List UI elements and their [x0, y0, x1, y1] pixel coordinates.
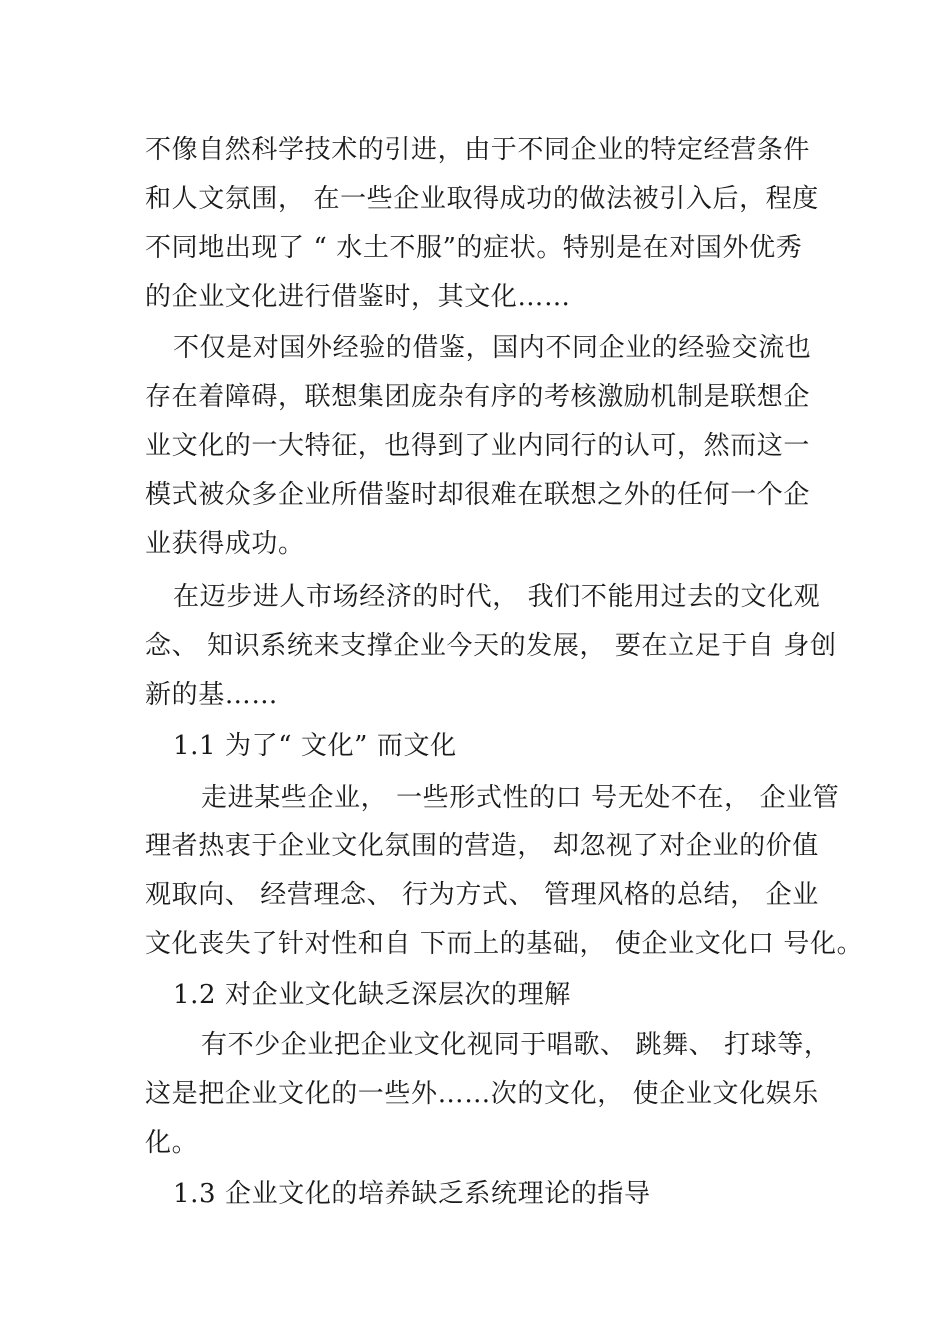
- text-line: 模式被众多企业所借鉴时却很难在联想之外的任何一个企: [145, 480, 811, 510]
- text-line: 和人文氛围， 在一些企业取得成功的做法被引入后，程度: [145, 184, 819, 214]
- text-line: 不像自然科学技术的引进，由于不同企业的特定经营条件: [145, 135, 811, 165]
- text-line: 文化丧失了针对性和自 下而上的基础， 使企业文化口 号化。: [145, 929, 864, 959]
- text-line: 走进某些企业， 一些形式性的口 号无处不在， 企业管: [201, 783, 840, 813]
- text-line: 新的基……: [145, 680, 279, 710]
- text-line: 念、 知识系统来支撑企业今天的发展， 要在立足于自 身创: [145, 631, 837, 661]
- text-line: 存在着障碍，联想集团庞杂有序的考核激励机制是联想企: [145, 382, 811, 412]
- text-line: 业文化的一大特征，也得到了业内同行的认可，然而这一: [145, 431, 811, 461]
- text-line: 理者热衷于企业文化氛围的营造， 却忽视了对企业的价值: [145, 831, 819, 861]
- section-heading: 1.1 为了“ 文化” 而文化: [173, 731, 457, 761]
- text-line: 化。: [145, 1128, 199, 1158]
- text-line: 观取向、 经营理念、 行为方式、 管理风格的总结， 企业: [145, 880, 819, 910]
- text-line: 在迈步进人市场经济的时代， 我们不能用过去的文化观: [173, 582, 821, 612]
- section-heading: 1.2 对企业文化缺乏深层次的理解: [173, 980, 571, 1010]
- text-line: 有不少企业把企业文化视同于唱歌、 跳舞、 打球等，: [201, 1030, 831, 1060]
- text-line: 这是把企业文化的一些外……次的文化， 使企业文化娱乐: [145, 1079, 819, 1109]
- text-line: 不同地出现了 “ 水土不服”的症状。特别是在对国外优秀: [145, 233, 803, 263]
- text-line: 业获得成功。: [145, 529, 305, 559]
- text-line: 不仅是对国外经验的借鉴，国内不同企业的经验交流也: [173, 333, 812, 363]
- section-heading: 1.3 企业文化的培养缺乏系统理论的指导: [173, 1179, 651, 1209]
- text-line: 的企业文化进行借鉴时，其文化……: [145, 282, 571, 312]
